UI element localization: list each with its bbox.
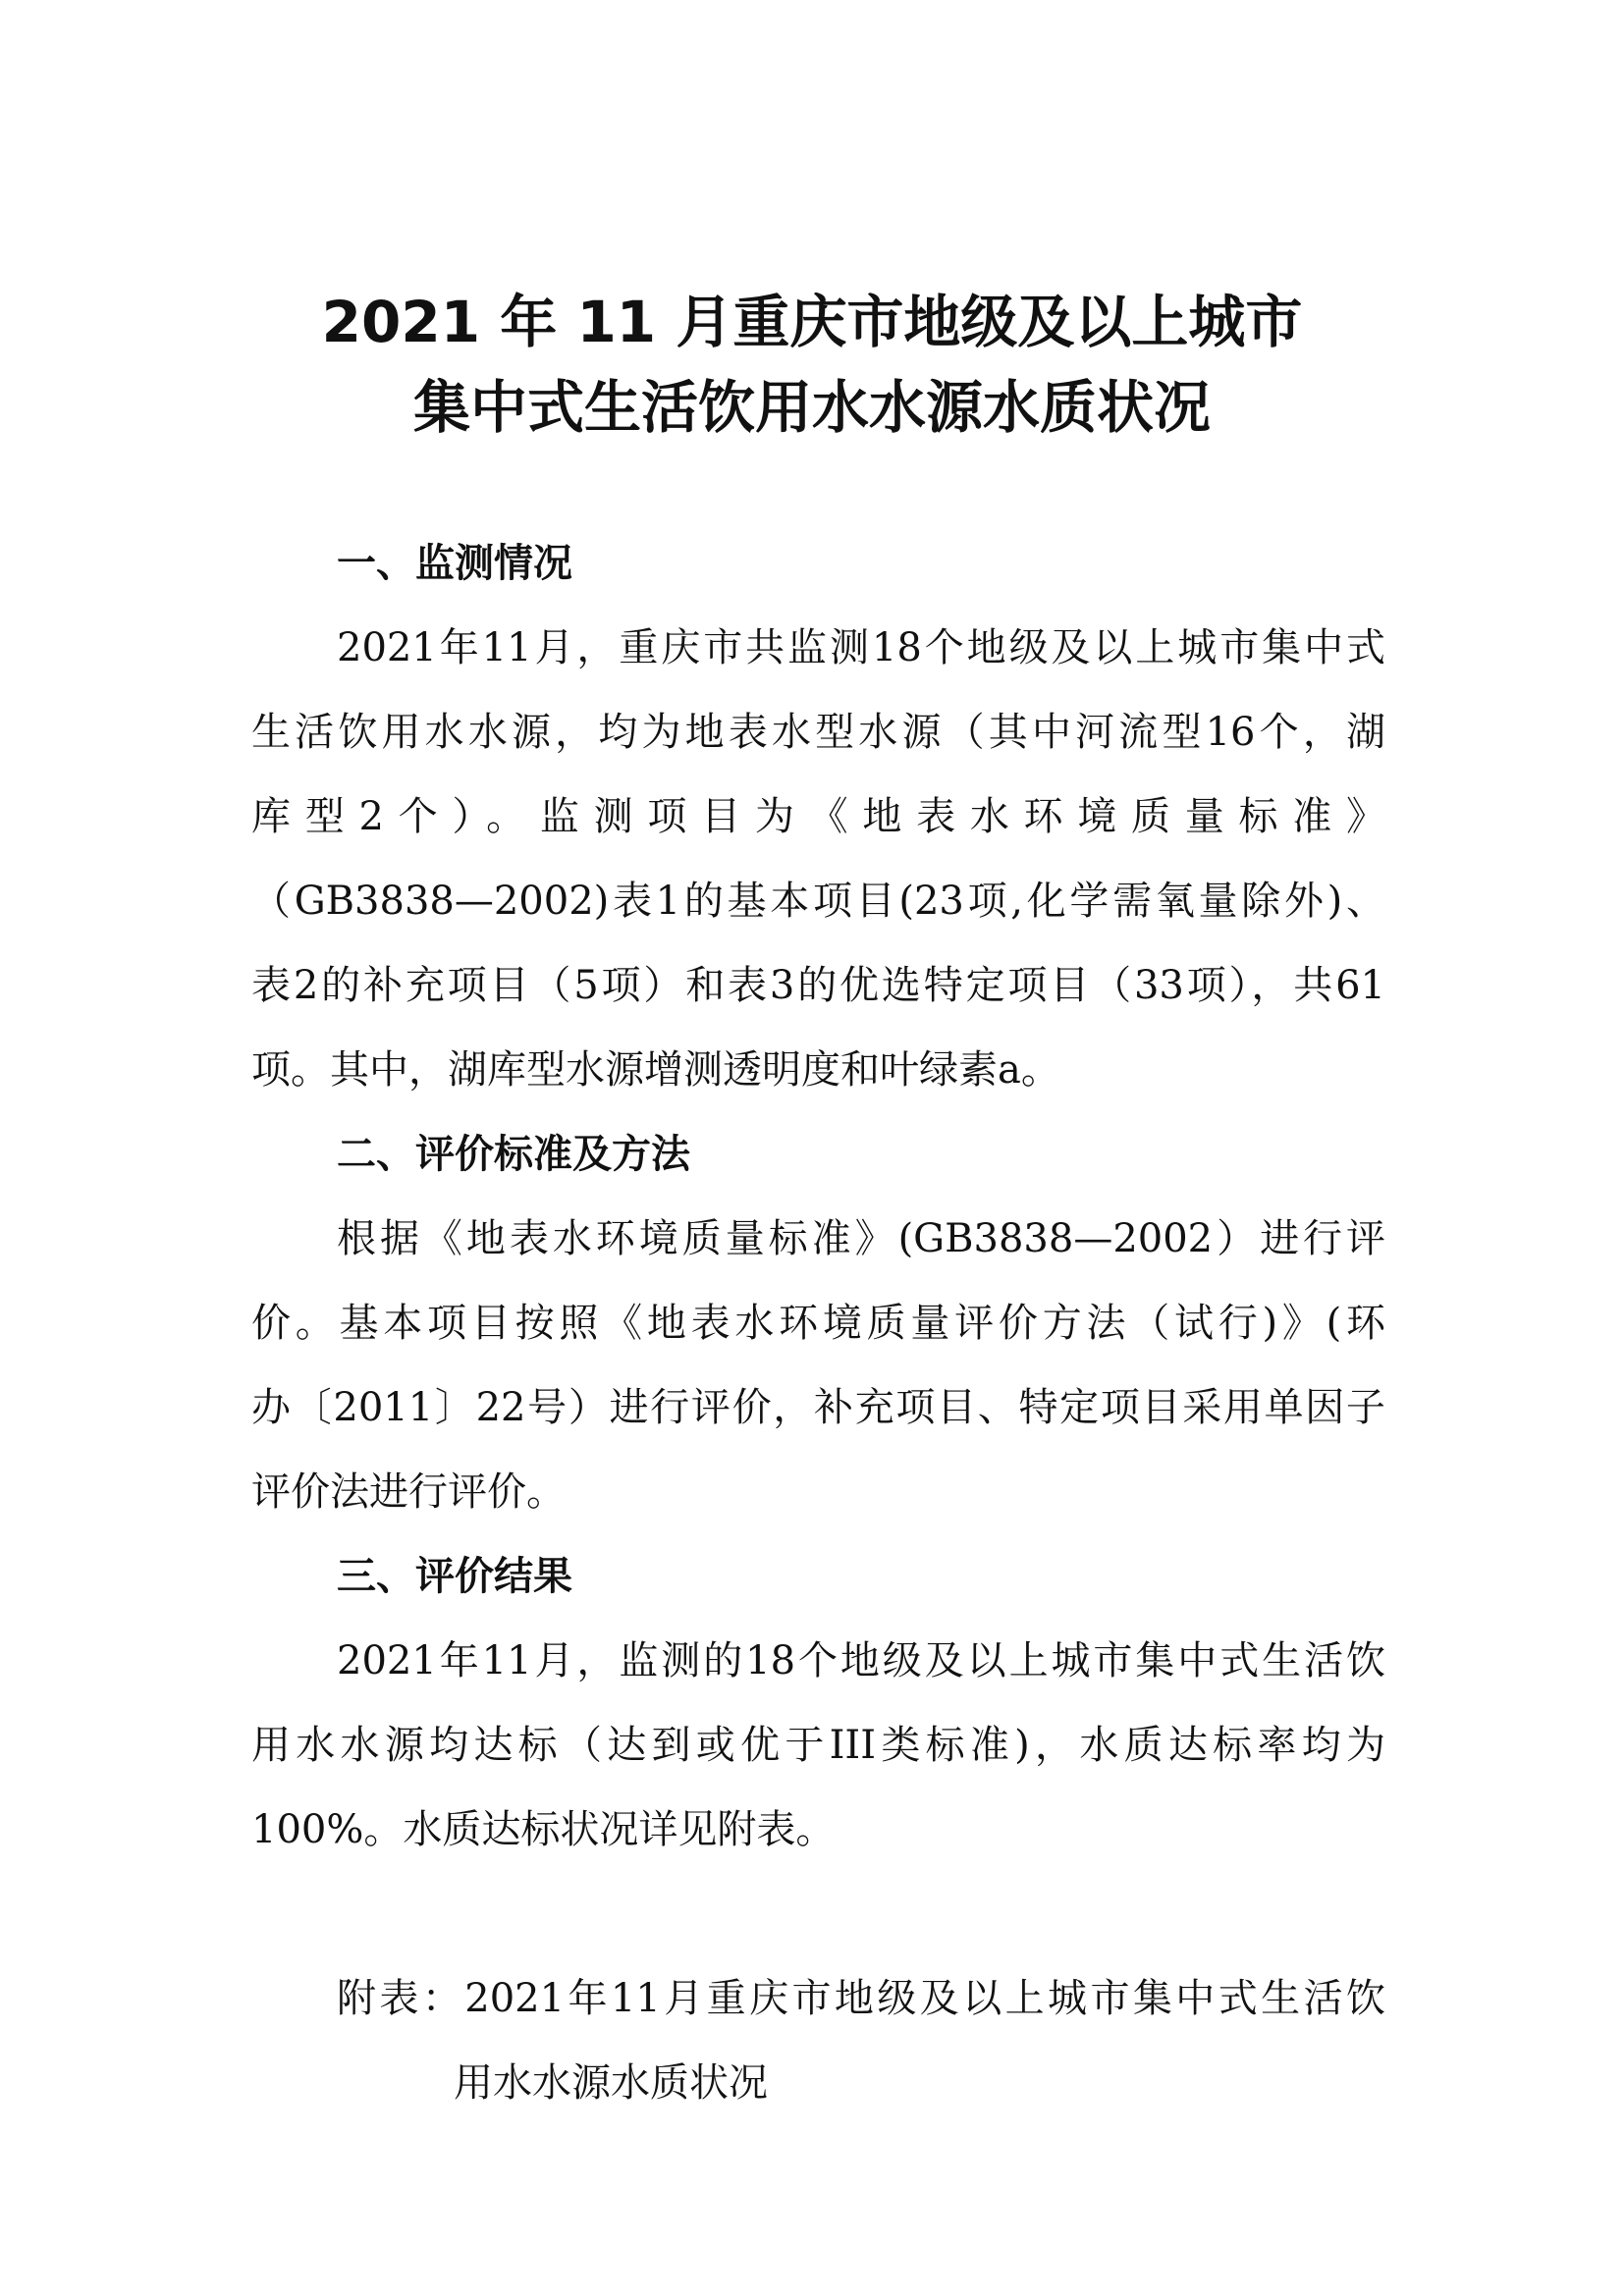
paragraph-line: 2021年11月，重庆市共监测18个地级及以上城市集中式	[337, 625, 1385, 670]
paragraph-line: 用水水源均达标（达到或优于III类标准)，水质达标率均为	[251, 1723, 1385, 1768]
paragraph-line: 项。其中，湖库型水源增测透明度和叶绿素a。	[251, 1047, 1060, 1093]
section-heading-results: 三、评价结果	[337, 1554, 572, 1599]
paragraph-line: （GB3838—2002)表1的基本项目(23项,化学需氧量除外)、	[251, 879, 1385, 924]
paragraph-line: 办〔2011〕22号）进行评价，补充项目、特定项目采用单因子	[251, 1385, 1385, 1430]
paragraph-line: 评价法进行评价。	[251, 1469, 566, 1515]
document-title-line-2: 集中式生活饮用水水源水质状况	[412, 374, 1211, 441]
document-title-line-1: 2021 年 11 月重庆市地级及以上城市	[321, 289, 1303, 355]
paragraph-line: 100%。水质达标状况详见附表。	[251, 1807, 836, 1852]
attachment-line-1: 附表：2021年11月重庆市地级及以上城市集中式生活饮	[337, 1976, 1385, 2021]
paragraph-line: 库型2个）。监测项目为《地表水环境质量标准》	[251, 794, 1385, 839]
paragraph-line: 根据《地表水环境质量标准》(GB3838—2002）进行评	[337, 1216, 1385, 1261]
paragraph-line: 生活饮用水水源，均为地表水型水源（其中河流型16个，湖	[251, 710, 1385, 755]
paragraph-line: 2021年11月，监测的18个地级及以上城市集中式生活饮	[337, 1638, 1385, 1683]
section-heading-standards: 二、评价标准及方法	[337, 1132, 690, 1177]
section-heading-monitoring: 一、监测情况	[337, 541, 572, 586]
paragraph-line: 价。基本项目按照《地表水环境质量评价方法（试行)》(环	[251, 1301, 1385, 1346]
paragraph-line: 表2的补充项目（5项）和表3的优选特定项目（33项），共61	[251, 963, 1385, 1008]
attachment-line-2: 用水水源水质状况	[454, 2060, 768, 2106]
